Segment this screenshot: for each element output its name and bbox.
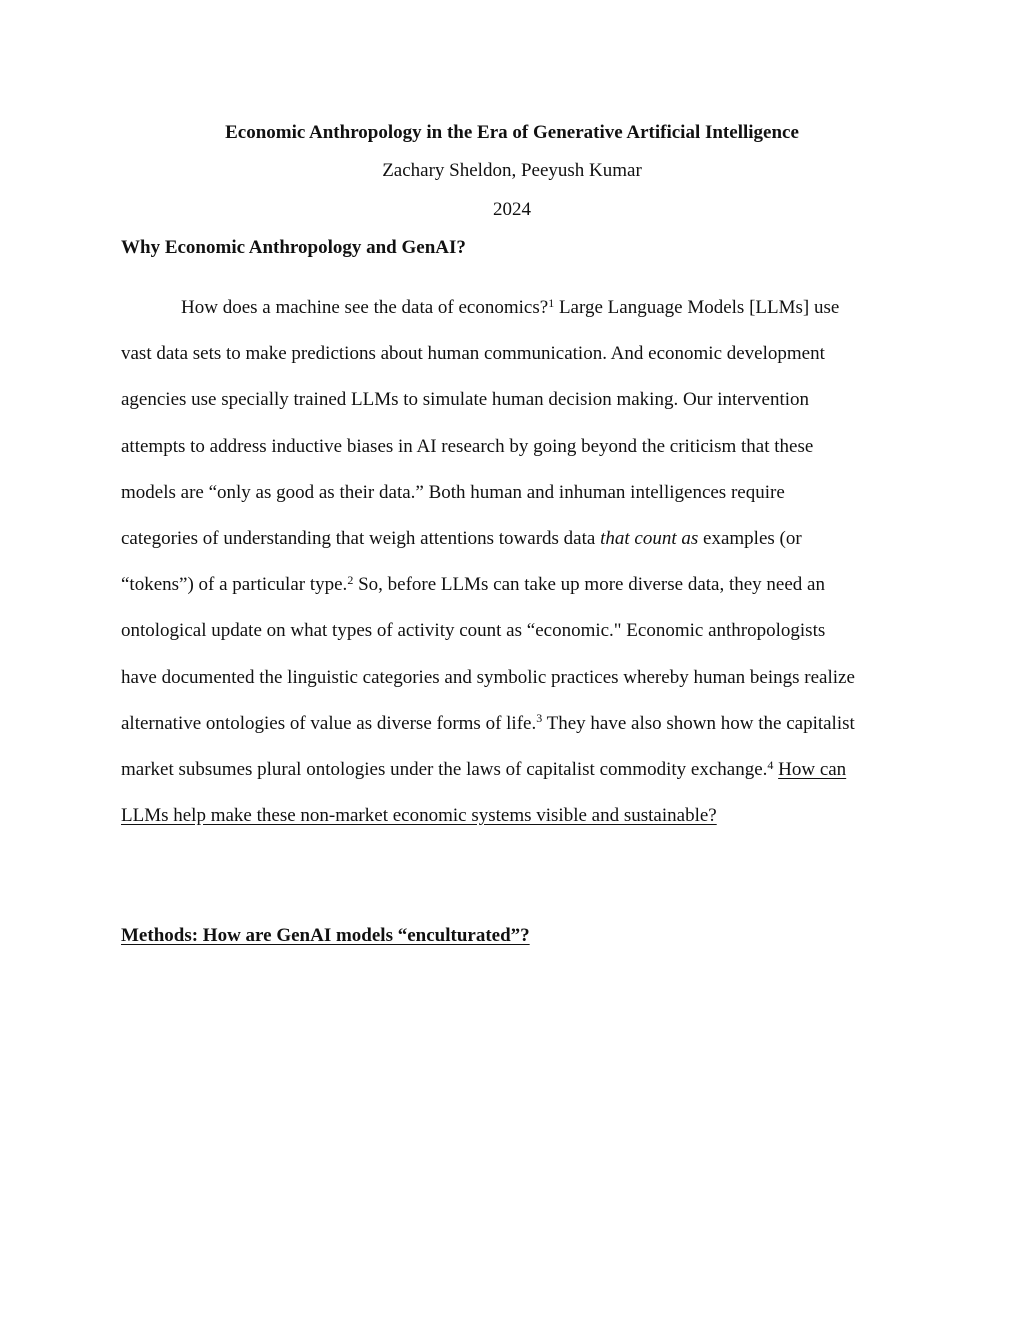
paragraph-line (121, 296, 921, 342)
text-span: examples (or (698, 527, 802, 549)
paragraph-line (121, 527, 921, 573)
paragraph-line (121, 758, 921, 804)
paragraph-line: attempts to address inductive biases in AI research by going beyond the criticism that these (121, 435, 814, 457)
document-authors: Zachary Sheldon, Peeyush Kumar (382, 160, 642, 181)
text-span: Large Language Models [LLMs] use (554, 297, 840, 318)
footnote-marker-3[interactable]: 3 (536, 711, 543, 726)
underlined-question: How can (778, 758, 847, 780)
paragraph-line (121, 804, 921, 850)
text-span: categories of understanding that weigh attentions towards data (121, 527, 601, 549)
paragraph-line: vast data sets to make predictions about human communication. And economic development (121, 343, 825, 365)
text-span: alternative ontologies of value as diverse forms of life. (121, 712, 537, 734)
text-span: They have also shown how the capitalist (542, 712, 855, 734)
paragraph-line: ontological update on what types of activity count as “economic." Economic anthropologists (121, 620, 826, 642)
text-span: How does a machine see the data of economics? (181, 297, 549, 318)
body-paragraph (121, 296, 921, 850)
text-span: market subsumes plural ontologies under the laws of capitalist commodity exchange. (121, 758, 768, 780)
footnote-marker-2[interactable]: 2 (347, 572, 354, 587)
document-year: 2024 (493, 199, 531, 220)
section-heading-methods: Methods: How are GenAI models “enculturated”? (121, 925, 530, 946)
paragraph-line: have documented the linguistic categories and symbolic practices whereby human beings realize (121, 666, 855, 688)
paragraph-line (121, 573, 921, 619)
footnote-marker-4[interactable]: 4 (767, 757, 774, 772)
paragraph-line (121, 712, 921, 758)
text-span: “tokens”) of a particular type. (121, 574, 348, 596)
underlined-question: LLMs help make these non-market economic systems visible and sustainable? (121, 805, 717, 827)
section-heading-why: Why Economic Anthropology and GenAI? (121, 237, 466, 258)
paragraph-line: agencies use specially trained LLMs to simulate human decision making. Our intervention (121, 389, 810, 411)
document-title: Economic Anthropology in the Era of Generative Artificial Intelligence (225, 122, 799, 143)
paragraph-line: models are “only as good as their data.” Both human and inhuman intelligences require (121, 481, 785, 503)
emphasis-text: that count as (600, 527, 699, 549)
text-span: So, before LLMs can take up more diverse data, they need an (353, 574, 825, 596)
footnote-marker-1[interactable]: 1 (548, 295, 555, 310)
